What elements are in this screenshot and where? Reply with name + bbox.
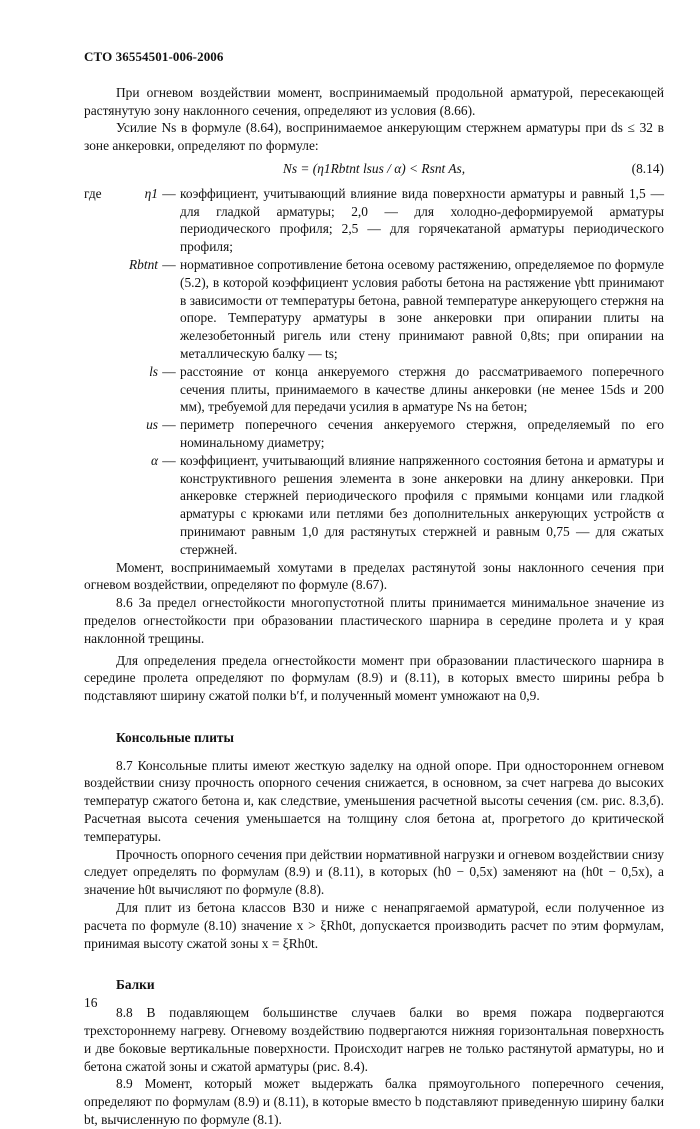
definition-item [84, 185, 664, 256]
formula-number: (8.14) [631, 160, 664, 176]
definition-text: нормативное сопротивление бетона осевому растяжению, определяемое по формуле (5.2), в которой коэффициент условия работы бетона на растяжение γbtt принимают в зависимости от температуры бетона, равной температуре анкерующего стержня на опоре. Температуру арматуры в зоне анкеровки при опирании плиты на железобетонный ригель или стену принимают равной 0,8ts; при опирании на металлическую балку — ts; [180, 256, 664, 361]
paragraph: Усилие Ns в формуле (8.64), воспринимаемое анкерующим стержнем арматуры при ds ≤ 32 в зоне анкеровки, определяют по формуле: [84, 120, 664, 154]
page-number: 16 [84, 995, 98, 1010]
paragraph: Момент, воспринимаемый хомутами в пределах растянутой зоны наклонного сечения при огневом воздействии, определяют по формуле (8.67). [84, 559, 664, 593]
definition-item [84, 363, 664, 416]
definition-item [84, 256, 664, 363]
definition-dash: — [162, 452, 176, 468]
document-header: СТО 36554501-006-2006 [84, 49, 224, 64]
definition-symbol: ls [149, 363, 158, 379]
formula-expression: Ns = (η1Rbtnt lsus / α) < Rsnt As, [282, 160, 466, 176]
paragraph: Для плит из бетона классов В30 и ниже с ненапрягаемой арматурой, если полученное из расчета по формуле (8.10) значение x > ξRh0t, допускается производить расчет по этим формулам, принимая высоту сжатой зоны x = ξRh0t. [84, 900, 664, 951]
definition-symbol: α [150, 452, 158, 468]
paragraph: 8.8 В подавляющем большинстве случаев балки во время пожара подвергаются трехстороннему нагреву. Огневому воздействию подвергаются нижняя горизонтальная поверхность и две боковые вертикальные поверхности. Происходит нагрев не только растянутой арматуры, но и бетона сжатой зоны и сжатой арматуры (рис. 8.4). [84, 1005, 664, 1074]
definition-symbol: us [146, 417, 158, 433]
definition-item [84, 416, 664, 452]
formula-8-14 [84, 160, 664, 178]
paragraph: Прочность опорного сечения при действии нормативной нагрузки и огневом воздействии снизу следует определять по формулам (8.9) и (8.11), в которых (h0 − 0,5x) заменяют на (h0t − 0,5x), а значение h0t вычисляют по формуле (8.8). [84, 846, 664, 898]
definition-dash: — [162, 363, 176, 379]
definition-text: коэффициент, учитывающий влияние напряженного состояния бетона и арматуры и конструктивного решения элемента в зоне анкеровки на длину анкеровки. При анкеровке стержней периодического профиля с прямыми концами или гладкой арматуры с крюками или петлями без дополнительных анкерующих устройств α принимают равным 1,0 для растянутых стержней и равным 0,75 — для сжатых стержней. [180, 452, 664, 557]
definition-lead: где [84, 185, 102, 201]
definition-item [84, 452, 664, 559]
paragraph: 8.9 Момент, который может выдержать балка прямоугольного поперечного сечения, определяют по формулам (8.9) и (8.11), в которые вместо b подставляют приведенную ширину балки bt, вычисленную по формуле (8.1). [84, 1076, 664, 1128]
paragraph: Для определения предела огнестойкости момент при образовании пластического шарнира в середине пролета определяют по формулам (8.9) и (8.11), в которых вместо ширины ребра b подставляют ширину сжатой полки b′f, и полученный момент умножают на 0,9. [84, 652, 664, 704]
definition-text: периметр поперечного сечения анкеруемого стержня, определяемый по его номинальному диаметру; [180, 417, 664, 450]
definition-dash: — [162, 185, 176, 201]
definition-dash: — [162, 256, 176, 272]
paragraph: При огневом воздействии момент, воспринимаемый продольной арматурой, пересекающей растянутую зону наклонного сечения, определяют из условия (8.66). [84, 84, 664, 118]
section-heading: Консольные плиты [116, 729, 234, 745]
paragraph: 8.6 За предел огнестойкости многопустотной плиты принимается минимальное значение из пределов огнестойкости при образовании пластического шарнира в середине пролета и у края наклонной трещины. [84, 595, 664, 646]
section-heading: Балки [116, 977, 155, 993]
definition-text: коэффициент, учитывающий влияние вида поверхности арматуры и равный 1,5 — для гладкой арматуры; 2,0 — для холодно-деформируемой арматуры периодического профиля; 2,5 — для горячекатаной арматуры периодического профиля; [180, 185, 664, 255]
definition-list [84, 185, 664, 559]
definition-symbol: Rbtnt [128, 256, 158, 272]
definition-text: расстояние от конца анкеруемого стержня до рассматриваемого поперечного сечения плиты, принимаемого в качестве длины анкеровки (не менее 15ds и 200 мм), требуемой для передачи усилия в арматуре Ns на бетон; [180, 363, 664, 415]
paragraph: 8.7 Консольные плиты имеют жесткую заделку на одной опоре. При одностороннем огневом воздействии снизу прочность опорного сечения снижается, в основном, за счет нагрева до высоких температур сжатого бетона и, как следствие, уменьшения расчетной высоты сечения (см. рис. 8.3,б). Расчетная высота сечения уменьшается на толщину слоя бетона at, прогретого до критической температуры. [84, 757, 664, 844]
definition-symbol: η1 [144, 185, 158, 201]
definition-dash: — [162, 417, 176, 433]
